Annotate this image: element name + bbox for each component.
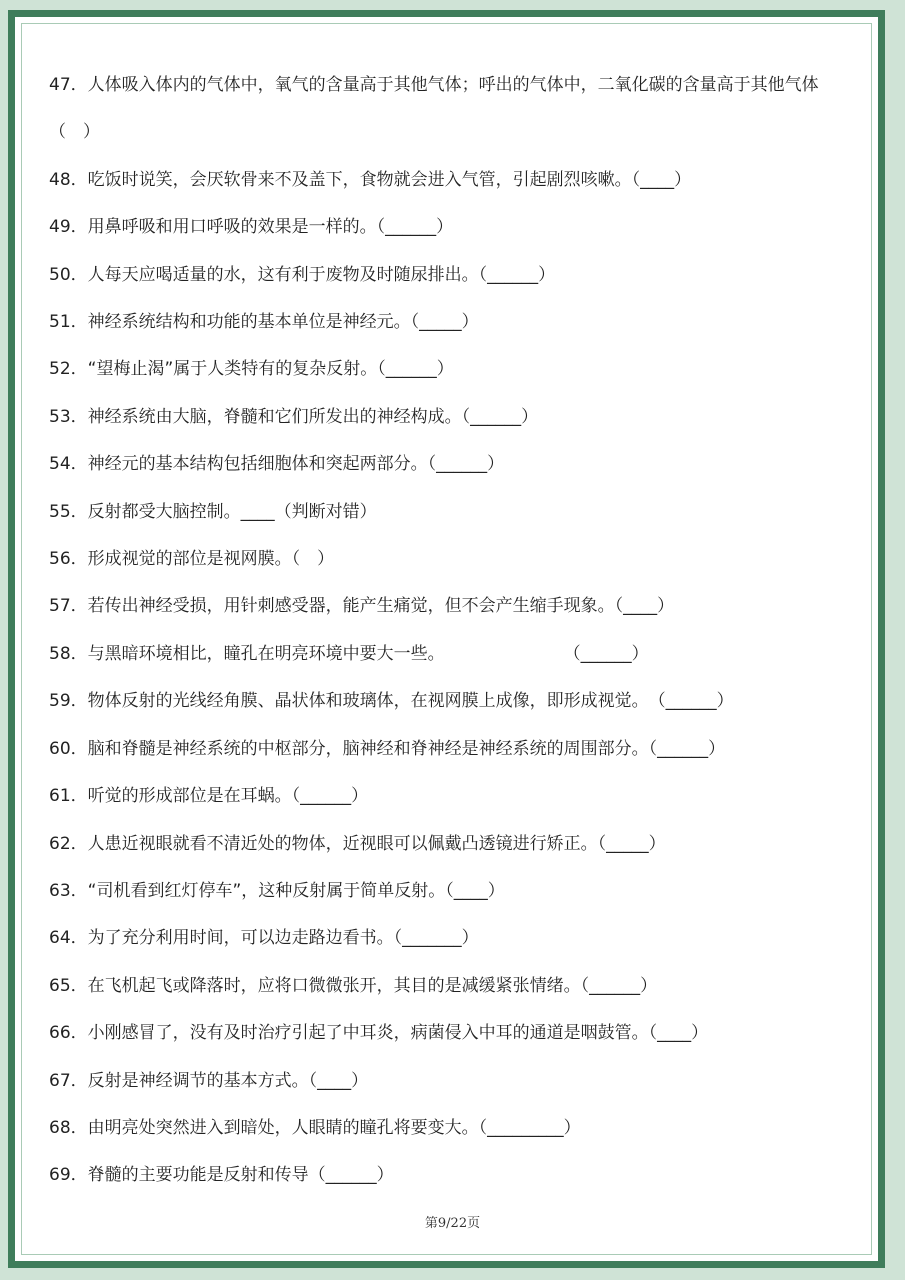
question-56: 56．形成视觉的部位是视网膜。（ ） (49, 549, 335, 570)
question-69: 69．脊髓的主要功能是反射和传导（______） (49, 1165, 394, 1186)
question-63: 63．“司机看到红灯停车”，这种反射属于简单反射。（____） (49, 880, 505, 901)
question-64: 64．为了充分利用时间，可以边走路边看书。（_______） (49, 928, 479, 949)
page-number: 第9/22页 (424, 1216, 481, 1231)
question-49: 49．用鼻呼吸和用口呼吸的效果是一样的。（______） (49, 217, 454, 238)
question-66: 66．小刚感冒了，没有及时治疗引起了中耳炎，病菌侵入中耳的通道是咽鼓管。（____） (49, 1023, 709, 1044)
question-48: 48．吃饭时说笑，会厌软骨来不及盖下，食物就会进入气管，引起剧烈咳嗽。（____） (49, 169, 692, 190)
question-61: 61．听觉的形成部位是在耳蜗。（______） (49, 786, 369, 807)
question-53: 53．神经系统由大脑，脊髓和它们所发出的神经构成。（______） (49, 406, 539, 427)
question-68: 68．由明亮处突然进入到暗处，人眼睛的瞳孔将要变大。（_________） (49, 1117, 581, 1138)
question-50: 50．人每天应喝适量的水，这有利于废物及时随尿排出。（______） (49, 264, 556, 285)
question-list (49, 62, 839, 1200)
question-55: 55．反射都受大脑控制。____（判断对错） (49, 501, 377, 522)
question-58: 58．与黑暗环境相比，瞳孔在明亮环境中要大一些。 （______） (49, 643, 649, 664)
question-62: 62．人患近视眼就看不清近处的物体，近视眼可以佩戴凸透镜进行矫正。（_____） (49, 833, 666, 854)
question-60: 60．脑和脊髓是神经系统的中枢部分，脑神经和脊神经是神经系统的周围部分。（______） (49, 738, 726, 759)
question-65: 65．在飞机起飞或降落时，应将口微微张开，其目的是减缓紧张情绪。（______） (49, 975, 658, 996)
question-57: 57．若传出神经受损，用针刺感受器，能产生痛觉，但不会产生缩手现象。（____） (49, 596, 675, 617)
question-67: 67．反射是神经调节的基本方式。（____） (49, 1070, 369, 1091)
question-51: 51．神经系统结构和功能的基本单位是神经元。（_____） (49, 312, 479, 333)
question-47: 47．人体吸入体内的气体中，氧气的含量高于其他气体；呼出的气体中，二氧化碳的含量高于其他气体（ ） (49, 75, 819, 143)
question-52: 52．“望梅止渴”属于人类特有的复杂反射。（______） (49, 359, 454, 380)
question-59: 59．物体反射的光线经角膜、晶状体和玻璃体，在视网膜上成像，即形成视觉。 （______） (49, 691, 734, 712)
question-54: 54．神经元的基本结构包括细胞体和突起两部分。（______） (49, 454, 505, 475)
